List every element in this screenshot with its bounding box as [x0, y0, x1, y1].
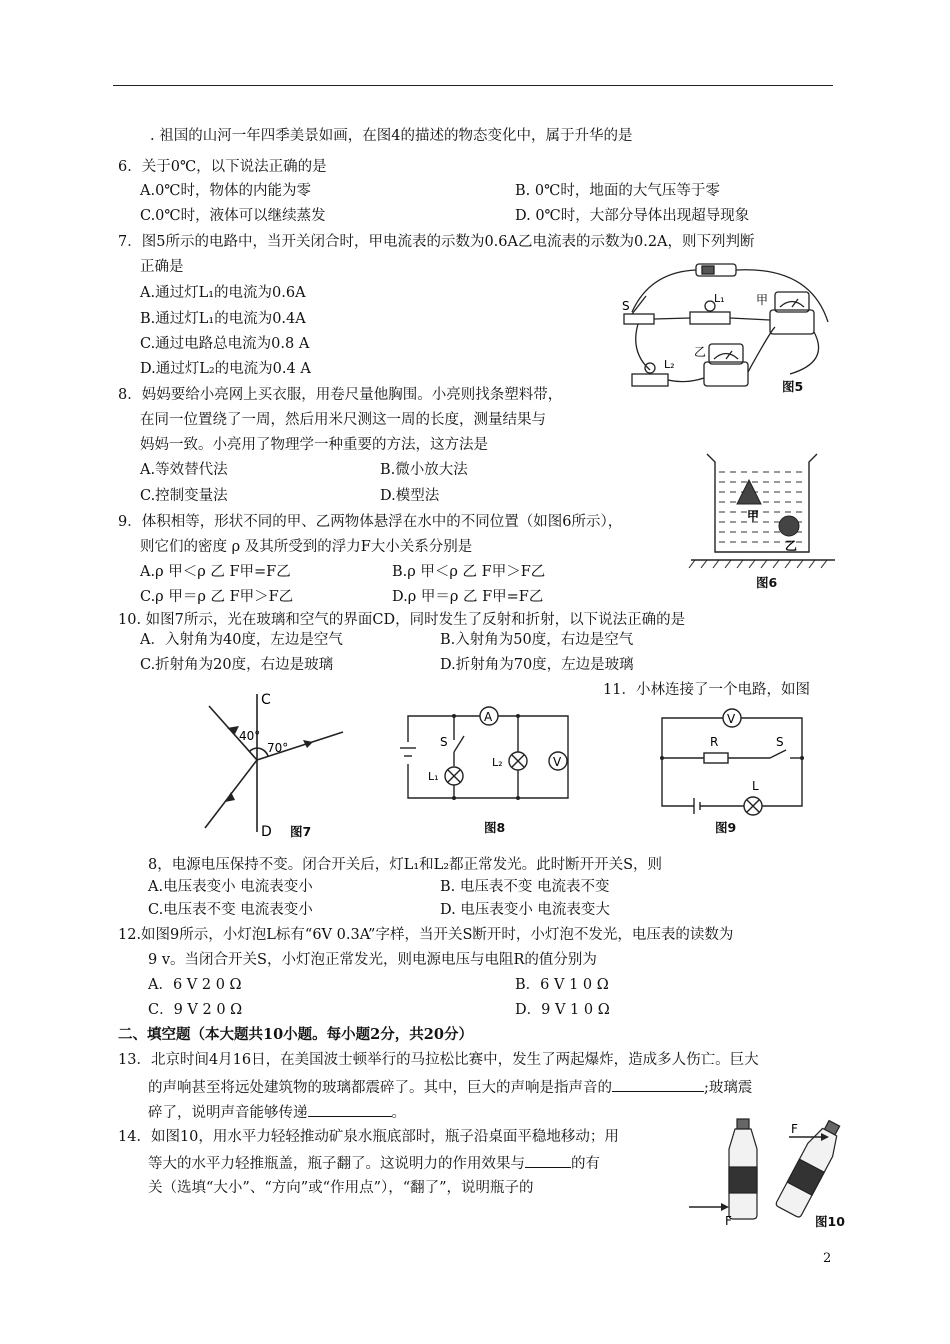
- fig5-l2-label: L₂: [664, 358, 675, 371]
- fig5-ammeter-jia-label: 甲: [756, 293, 769, 307]
- q11-option-c: C.电压表不变 电流表变小: [148, 902, 313, 918]
- q13-blank-2[interactable]: [308, 1102, 392, 1117]
- q7-option-b: B.通过灯L₁的电流为0.4A: [140, 311, 306, 327]
- q14-stem-line1: 14．如图10，用水平力轻轻推动矿泉水瓶底部时，瓶子沿桌面平稳地移动；用: [118, 1129, 619, 1145]
- fig7-angle-70: 70°: [267, 741, 289, 755]
- q14-stem-line2: [148, 1153, 600, 1173]
- fig10-force-bottom-label: F: [725, 1214, 732, 1228]
- figure-6-beaker: [685, 448, 840, 568]
- q6-option-c: C.0℃时，液体可以继续蒸发: [140, 208, 326, 224]
- fig8-l2-label: L₂: [492, 756, 503, 769]
- fig8-l1-label: L₁: [428, 770, 439, 783]
- q9-option-d: D.ρ 甲＝ρ 乙 F甲=F乙: [392, 589, 544, 605]
- q11-option-d: D. 电压表变小 电流表变大: [440, 902, 610, 918]
- q11-option-b: B. 电压表不变 电流表不变: [440, 879, 610, 895]
- q11-stem-line2: 8，电源电压保持不变。闭合开关后，灯L₁和L₂都正常发光。此时断开开关S，则: [148, 857, 663, 873]
- fig9-voltmeter-label: V: [727, 712, 736, 726]
- q12-stem-line1: 12.如图9所示，小灯泡L标有“6V 0.3A”字样，当开关S断开时，小灯泡不发光，电压表的读数为: [118, 927, 734, 943]
- fig6-yi-label: 乙: [785, 539, 798, 553]
- q7-stem-line1: 7．图5所示的电路中，当开关闭合时，甲电流表的示数为0.6A乙电流表的示数为0.2A，则下列判断: [118, 234, 755, 250]
- q6-option-b: B. 0℃时，地面的大气压等于零: [515, 183, 720, 199]
- q7-stem-line2: 正确是: [140, 259, 184, 275]
- q6-stem: 6．关于0℃，以下说法正确的是: [118, 159, 327, 175]
- q8-option-a: A.等效替代法: [140, 462, 228, 478]
- fig5-switch-label: S: [622, 299, 630, 313]
- q10-option-d: D.折射角为70度，左边是玻璃: [440, 657, 634, 673]
- q9-stem-line1: 9．体积相等，形状不同的甲、乙两物体悬浮在水中的不同位置（如图6所示），: [118, 514, 623, 530]
- fig9-resistor-label: R: [710, 735, 719, 749]
- q11-option-a: A.电压表变小 电流表变小: [148, 879, 313, 895]
- q6-option-d: D. 0℃时，大部分导体出现超导现象: [515, 208, 750, 224]
- section-2-title: 二、填空题（本大题共10小题。每小题2分，共20分）: [118, 1026, 473, 1043]
- fig6-jia-label: 甲: [747, 509, 760, 523]
- page-number: 2: [823, 1251, 832, 1266]
- q12-option-b: B．6 V 1 0 Ω: [515, 977, 609, 993]
- fig10-force-top-label: F: [791, 1122, 798, 1136]
- q13-stem-line2: [148, 1077, 752, 1097]
- q8-option-b: B.微小放大法: [380, 462, 468, 478]
- fig8-ammeter-label: A: [484, 710, 493, 724]
- figure-8-caption: 图8: [484, 820, 506, 835]
- fig8-switch-label: S: [440, 735, 448, 749]
- q8-stem-line1: 8．妈妈要给小亮网上买衣服，用卷尺量他胸围。小亮则找条塑料带，: [118, 387, 563, 403]
- q14-stem-line2-a: 等大的水平力轻推瓶盖，瓶子翻了。这说明力的作用效果与: [148, 1156, 525, 1172]
- figure-9-circuit: [652, 708, 812, 812]
- q14-stem-line2-b: 的有: [571, 1156, 600, 1172]
- figure-7-caption: 图7: [290, 824, 312, 839]
- q10-stem: 10. 如图7所示，光在玻璃和空气的界面CD，同时发生了反射和折射，以下说法正确的是: [118, 612, 686, 628]
- q12-option-d: D．9 V 1 0 Ω: [515, 1002, 610, 1018]
- q8-stem-line2: 在同一位置绕了一周，然后用米尺测这一周的长度，测量结果与: [140, 412, 546, 428]
- figure-5-circuit: [610, 252, 840, 402]
- q10-option-a: A．入射角为40度，左边是空气: [140, 632, 343, 648]
- q7-option-c: C.通过电路总电流为0.8 A: [140, 336, 310, 352]
- q11-stem-line1: 11．小林连接了一个电路，如图: [603, 682, 810, 698]
- q13-stem-line3-a: 碎了，说明声音能够传递: [148, 1105, 308, 1121]
- q8-stem-line3: 妈妈一致。小亮用了物理学一种重要的方法，这方法是: [140, 437, 488, 453]
- q13-stem-line3-b: 。: [391, 1105, 406, 1121]
- q12-option-c: C．9 V 2 0 Ω: [148, 1002, 243, 1018]
- q10-option-b: B.入射角为50度，右边是空气: [440, 632, 634, 648]
- figure-6-caption: 图6: [756, 575, 778, 590]
- fig7-angle-40: 40°: [239, 729, 261, 743]
- q13-stem-line1: 13．北京时间4月16日，在美国波士顿举行的马拉松比赛中，发生了两起爆炸，造成多人伤亡。巨大: [118, 1052, 759, 1068]
- q5-text: . 祖国的山河一年四季美景如画，在图4的描述的物态变化中，属于升华的是: [150, 128, 633, 144]
- q6-option-a: A.0℃时，物体的内能为零: [140, 183, 312, 199]
- q14-stem-line3: 关（选填“大小”、“方向”或“作用点”），“翻了”，说明瓶子的: [148, 1180, 534, 1196]
- q8-option-c: C.控制变量法: [140, 488, 228, 504]
- q13-blank-1[interactable]: [612, 1077, 704, 1092]
- q8-option-d: D.模型法: [380, 488, 440, 504]
- fig7-c-label: C: [261, 692, 271, 708]
- fig9-lamp-label: L: [752, 779, 759, 793]
- q9-stem-line2: 则它们的密度 ρ 及其所受到的浮力F大小关系分别是: [140, 539, 473, 555]
- figure-5-caption: 图5: [782, 379, 804, 394]
- q9-option-c: C.ρ 甲＝ρ 乙 F甲＞F乙: [140, 589, 294, 605]
- fig7-d-label: D: [261, 824, 272, 840]
- q14-blank-1[interactable]: [525, 1153, 571, 1168]
- q13-stem-line2-a: 的声响甚至将远处建筑物的玻璃都震碎了。其中，巨大的声响是指声音的: [148, 1080, 612, 1096]
- figure-8-circuit: [398, 700, 578, 804]
- figure-10-bottles: [685, 1115, 845, 1227]
- fig5-ammeter-yi-label: 乙: [694, 345, 707, 359]
- figure-10-caption: 图10: [815, 1214, 845, 1229]
- fig8-voltmeter-label: V: [553, 755, 562, 769]
- figure-9-caption: 图9: [715, 820, 737, 835]
- q13-stem-line3: [148, 1102, 406, 1122]
- fig9-switch-label: S: [776, 735, 784, 749]
- q12-option-a: A．6 V 2 0 Ω: [148, 977, 242, 993]
- q9-option-b: B.ρ 甲＜ρ 乙 F甲＞F乙: [392, 564, 546, 580]
- q10-option-c: C.折射角为20度，右边是玻璃: [140, 657, 334, 673]
- figure-7-light-rays: [195, 686, 355, 840]
- q12-stem-line2: 9 v。当闭合开关S，小灯泡正常发光，则电源电压与电阻R的值分别为: [148, 952, 597, 968]
- header-rule: [113, 85, 833, 86]
- q7-option-d: D.通过灯L₂的电流为0.4 A: [140, 361, 311, 377]
- fig5-l1-label: L₁: [714, 292, 725, 305]
- q13-stem-line2-b: ;玻璃震: [704, 1080, 753, 1096]
- q9-option-a: A.ρ 甲＜ρ 乙 F甲=F乙: [140, 564, 291, 580]
- q7-option-a: A.通过灯L₁的电流为0.6A: [140, 285, 306, 301]
